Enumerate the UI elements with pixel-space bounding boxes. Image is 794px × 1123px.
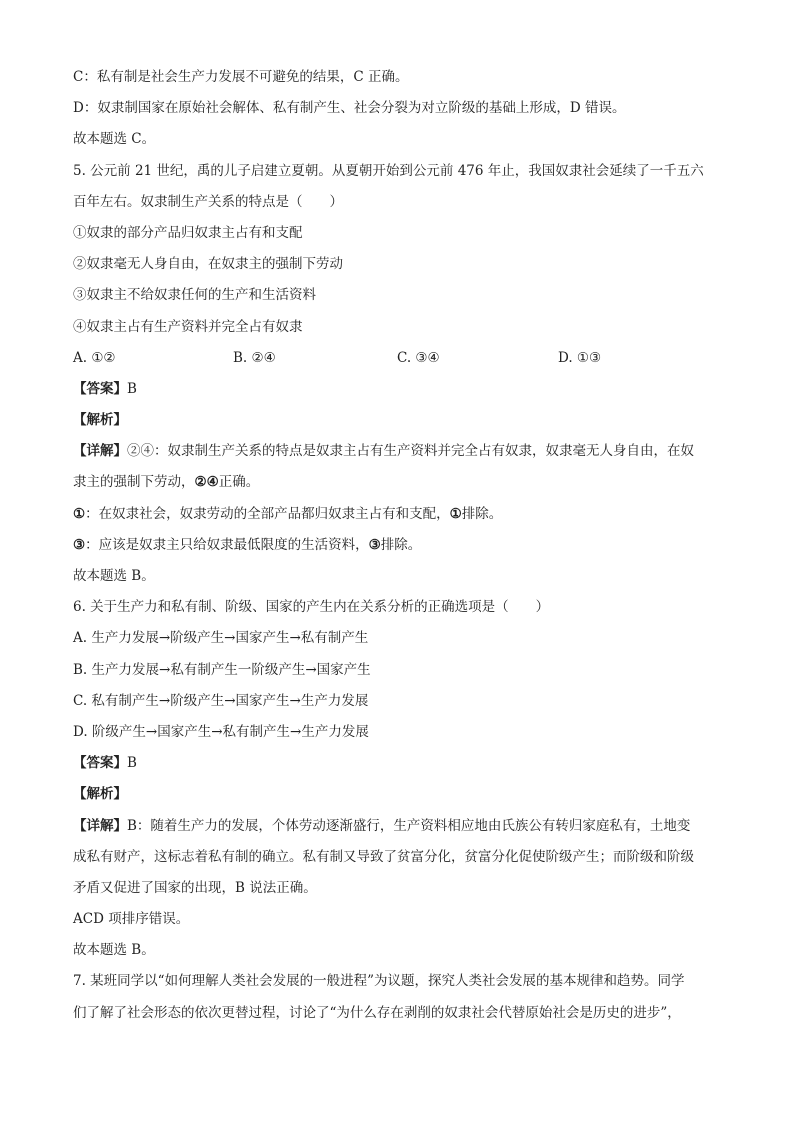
q6-conclusion: 故本题选 B。 [73, 942, 155, 959]
q5-statement-1: ①奴隶的部分产品归奴隶主占有和支配 [73, 224, 303, 241]
q6-detail-line3: 矛盾又促进了国家的出现，B 说法正确。 [73, 879, 317, 896]
q7-line2: 们了解了社会形态的依次更替过程，讨论了“为什么存在剥削的奴隶社会代替原始社会是历史的进步”， [73, 1004, 681, 1021]
q6-detail-text1: B：随着生产力的发展，个体劳动逐渐盛行，生产资料相应地由氏族公有转归家庭私有，土地变 [127, 817, 691, 834]
q5-excl3-c: ③ [368, 536, 381, 553]
q5-detail-text2c: 正确。 [218, 474, 260, 491]
q5-excl3-d: 排除。 [380, 536, 422, 553]
q5-excl1-d: 排除。 [461, 505, 503, 522]
intro-line-c: C：私有制是社会生产力发展不可避免的结果，C 正确。 [73, 69, 409, 85]
q6-detail-line2: 成私有财产，这标志着私有制的确立。私有制又导致了贫富分化，贫富分化促使阶级产生；而阶级和阶级 [73, 848, 694, 865]
q5-statement-4: ④奴隶主占有生产资料并完全占有奴隶 [73, 318, 303, 335]
q6-detail-tag: 【详解】 [73, 817, 127, 834]
q5-option-d: D. ①③ [558, 349, 602, 366]
q5-detail-text2a: 隶主的强制下劳动， [73, 474, 195, 491]
q5-detail-text1: ②④：奴隶制生产关系的特点是奴隶主占有生产资料并完全占有奴隶，奴隶毫无人身自由，在奴 [127, 443, 694, 460]
q5-stem-line2: 百年左右。奴隶制生产关系的特点是（ ） [73, 193, 343, 210]
q5-options [73, 343, 723, 374]
q6-stem: 6. 关于生产力和私有制、阶级、国家的产生内在关系分析的正确选项是（ ） [73, 599, 550, 616]
q5-excl3-a: ③ [73, 536, 86, 553]
q5-answer [73, 374, 723, 405]
q5-stem-line1: 5. 公元前 21 世纪，禹的儿子启建立夏朝。从夏朝开始到公元前 476 年止，我国奴隶社会延续了一千五六 [73, 162, 704, 179]
q5-detail-tag: 【详解】 [73, 443, 127, 460]
q6-option-c: C. 私有制产生→阶级产生→国家产生→生产力发展 [73, 692, 369, 709]
q5-exclude-1 [73, 499, 723, 530]
q5-analysis-tag: 【解析】 [73, 412, 127, 429]
q5-detail-line1 [73, 436, 723, 467]
intro-line-d: D：奴隶制国家在原始社会解体、私有制产生、社会分裂为对立阶级的基础上形成，D 错误。 [73, 100, 626, 117]
q6-detail-line1 [73, 811, 723, 842]
q5-exclude-3 [73, 530, 723, 561]
q6-analysis-tag: 【解析】 [73, 786, 127, 803]
q5-answer-value: B [127, 380, 137, 397]
q5-statement-2: ②奴隶毫无人身自由，在奴隶主的强制下劳动 [73, 256, 343, 273]
q6-option-d: D. 阶级产生→国家产生→私有制产生→生产力发展 [73, 723, 369, 740]
q5-detail-text2b: ②④ [194, 474, 219, 491]
q5-option-a: A. ①② [73, 349, 116, 366]
q6-answer-value: B [127, 755, 137, 772]
document-page [73, 62, 723, 1029]
q6-option-a: A. 生产力发展→阶级产生→国家产生→私有制产生 [73, 630, 369, 647]
q5-excl1-c: ① [449, 505, 462, 522]
q5-statement-3: ③奴隶主不给奴隶任何的生产和生活资料 [73, 287, 316, 304]
q6-answer-tag: 【答案】 [73, 755, 127, 772]
q5-conclusion: 故本题选 B。 [73, 568, 155, 584]
intro-conclusion: 故本题选 C。 [73, 131, 156, 148]
q5-excl1-a: ① [73, 505, 86, 522]
q5-excl1-b: ：在奴隶社会，奴隶劳动的全部产品都归奴隶主占有和支配， [85, 505, 450, 522]
q5-excl3-b: ：应该是奴隶主只给奴隶最低限度的生活资料， [85, 536, 369, 553]
q6-answer [73, 748, 723, 779]
q5-detail-line2 [73, 467, 723, 498]
q7-line1: 7. 某班同学以“如何理解人类社会发展的一般进程”为议题，探究人类社会发展的基本规律和趋势。同学 [73, 973, 685, 990]
q6-extra: ACD 项排序错误。 [73, 911, 190, 928]
q6-option-b: B. 生产力发展→私有制产生一阶级产生→国家产生 [73, 661, 371, 678]
q5-option-c: C. ③④ [397, 349, 440, 366]
q5-option-b: B. ②④ [233, 349, 276, 366]
q5-answer-tag: 【答案】 [73, 380, 127, 397]
